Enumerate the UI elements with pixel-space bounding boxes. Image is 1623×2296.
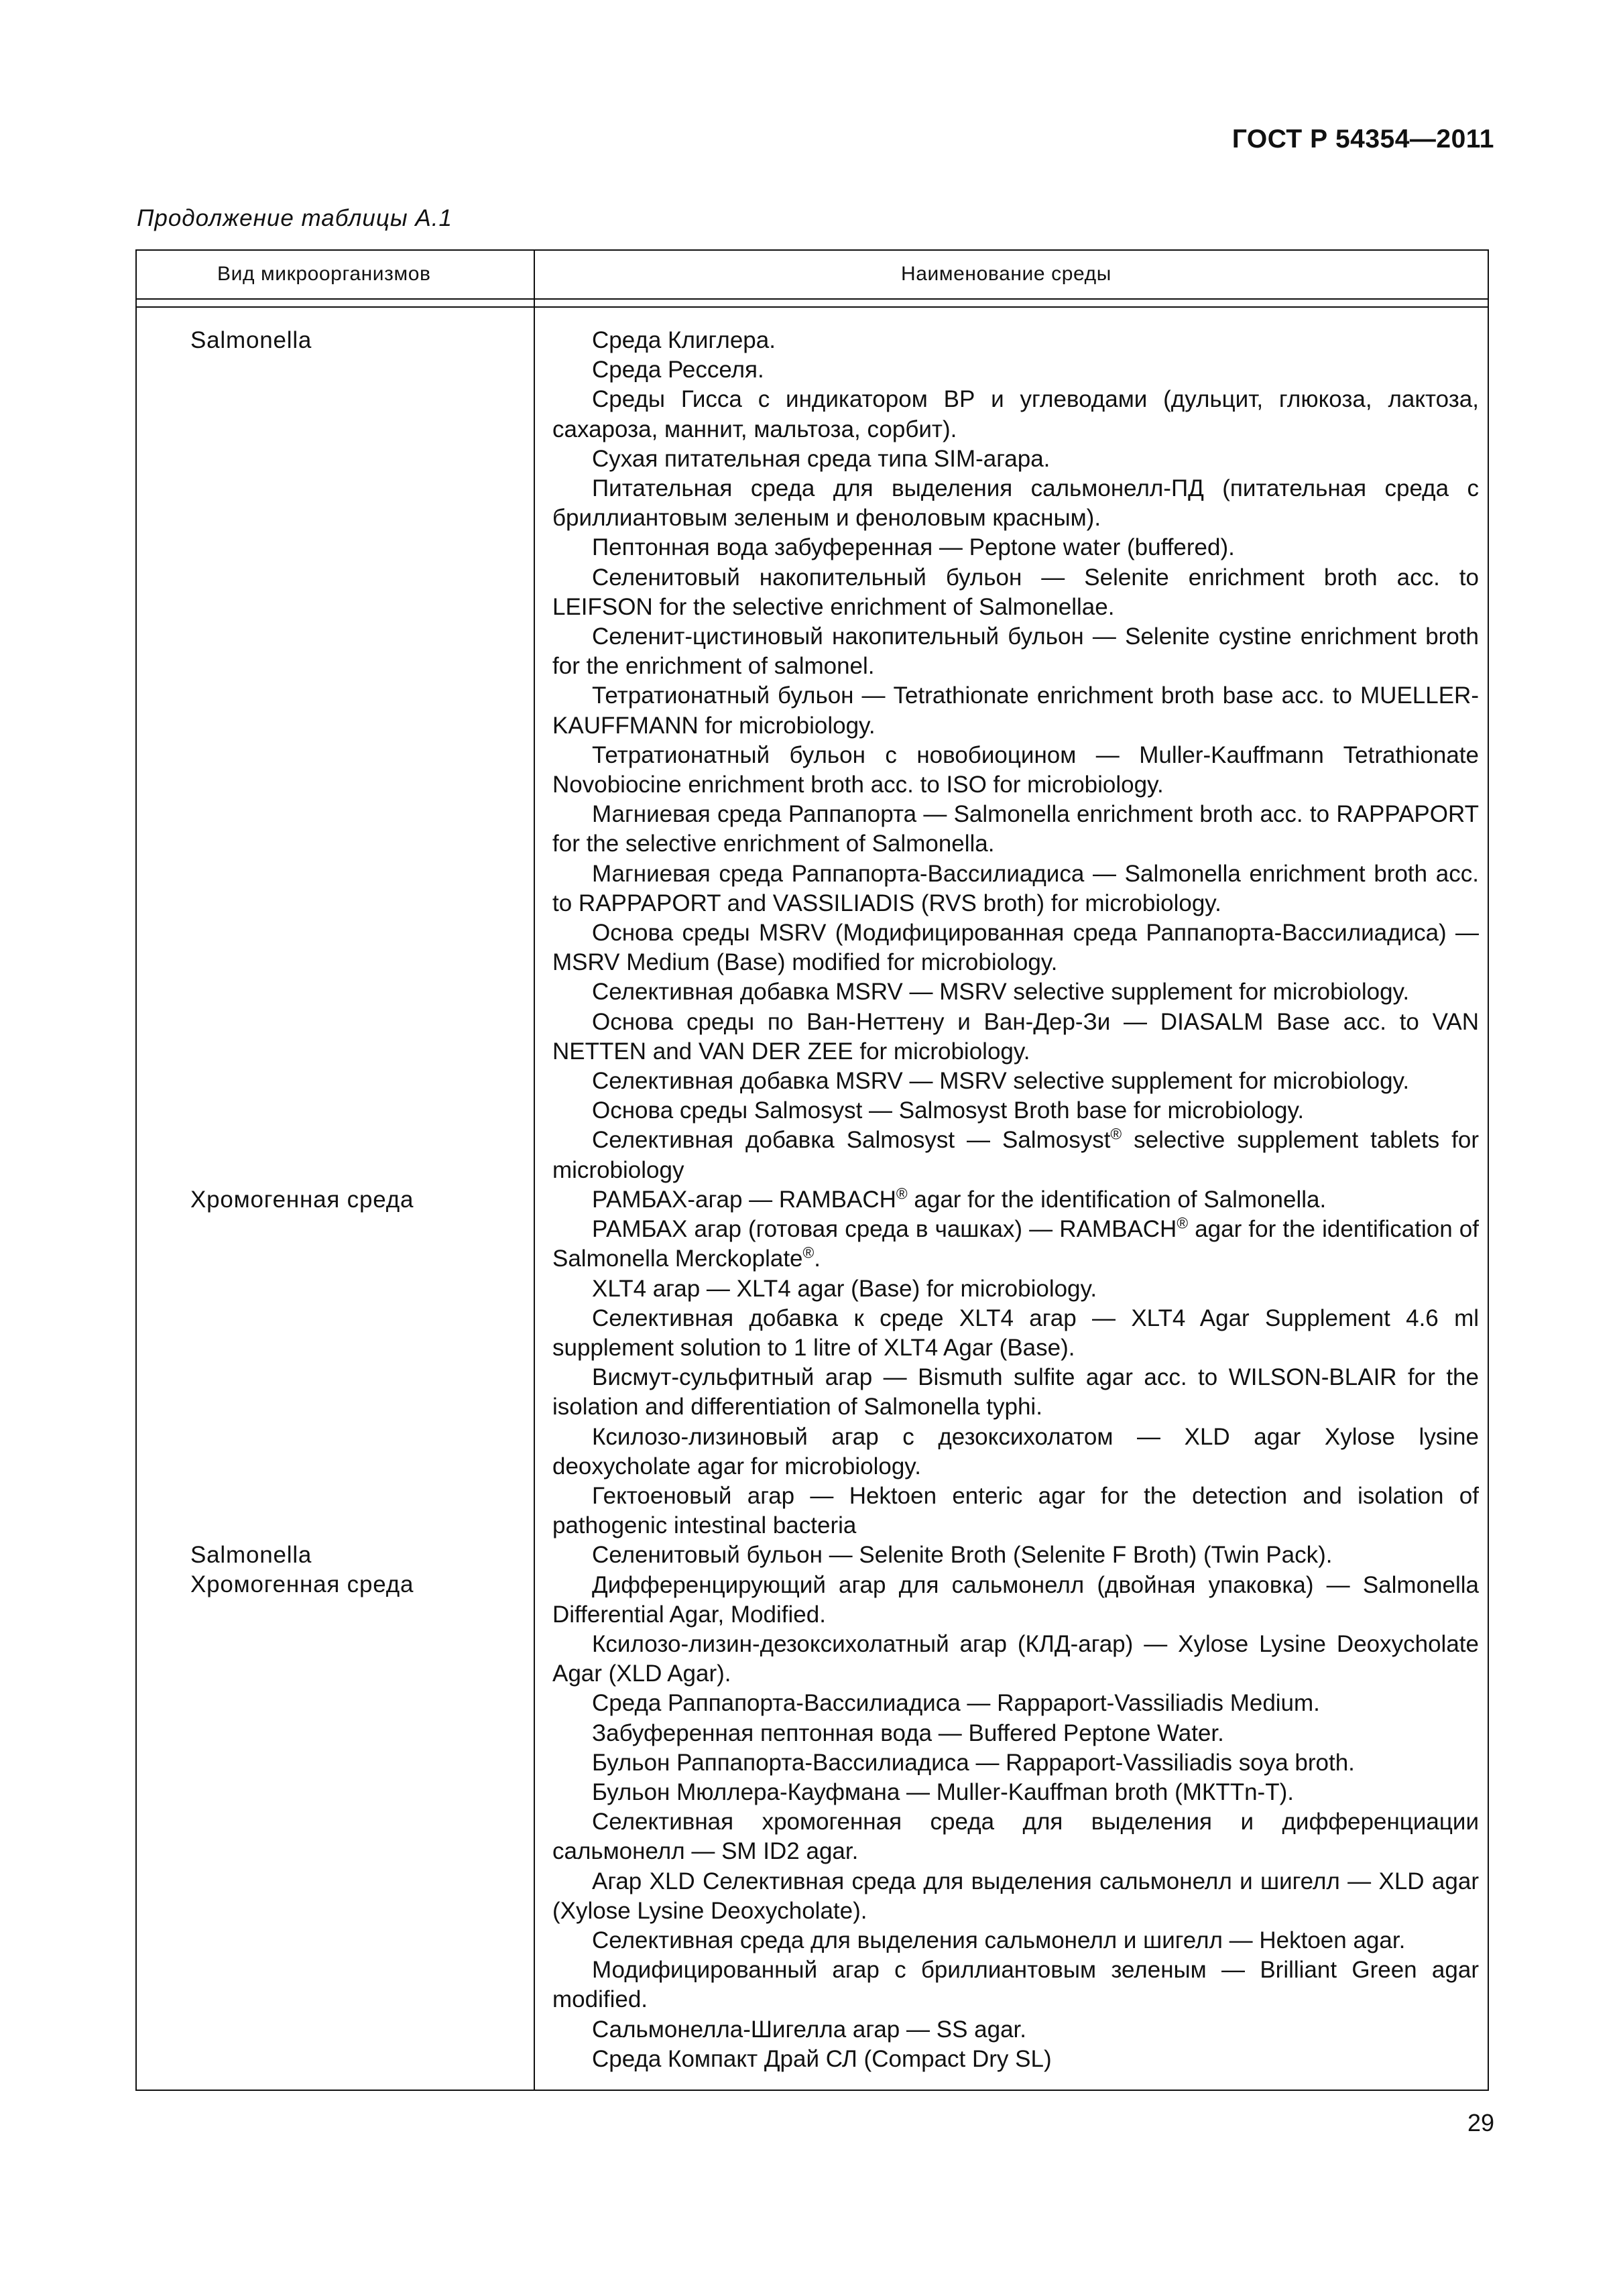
medium-entry: XLT4 агар — XLT4 agar (Base) for microbiology. bbox=[592, 1275, 1097, 1302]
medium-entry: Бульон Раппапорта-Вассилиадиса — Rappaport-Vassiliadis soya broth. bbox=[592, 1749, 1355, 1776]
medium-entry: Тетратионатный бульон с новобиоцином — Muller-Kauffmann Tetrathionate Novobiocine enrichment broth acc. to ISO for microbiology. bbox=[552, 741, 1479, 798]
medium-entry: Модифицированный агар с бриллиантовым зеленым — Brilliant Green agar modified. bbox=[552, 1957, 1479, 2013]
medium-entry: Среда Ресселя. bbox=[592, 357, 764, 383]
media-column bbox=[552, 326, 1479, 2074]
medium-entry: Забуференная пептонная вода — Buffered Peptone Water. bbox=[592, 1719, 1224, 1746]
organism-label: Salmonella bbox=[190, 327, 312, 353]
medium-entry: РАМБАХ-агар — RAMBACH® agar for the identification of Salmonella. bbox=[592, 1185, 1327, 1213]
medium-entry: Среда Компакт Драй СЛ (Compact Dry SL) bbox=[592, 2045, 1052, 2072]
medium-entry: Бульон Мюллера-Кауфмана — Muller-Kauffman broth (МКТТn-Т). bbox=[592, 1778, 1294, 1805]
column-header-organisms: Вид микроорганизмов bbox=[217, 263, 431, 285]
table-caption: Продолжение таблицы А.1 bbox=[137, 205, 453, 231]
medium-entry: Агар XLD Селективная среда для выделения сальмонелл и шигелл — XLD agar (Xylose Lysine Deoxycholate). bbox=[552, 1868, 1479, 1924]
media-table bbox=[135, 249, 1489, 2091]
medium-entry: Селективная добавка MSRV — MSRV selective supplement for microbiology. bbox=[592, 1068, 1410, 1095]
organism-label: Salmonella bbox=[190, 1542, 312, 1569]
medium-entry: Селективная добавка к среде XLT4 агар — XLT4 Agar Supplement 4.6 ml supplement solution to 1 litre of XLT4 Agar (Base). bbox=[552, 1305, 1479, 1361]
medium-entry: Сальмонелла-Шигелла агар — SS agar. bbox=[592, 2016, 1026, 2043]
medium-entry: Селенит-цистиновый накопительный бульон — Selenite cystine enrichment broth for the enrichment of salmonel. bbox=[552, 623, 1479, 680]
organism-label: Хромогенная среда bbox=[190, 1186, 414, 1213]
medium-entry: Висмут-сульфитный агар — Bismuth sulfite agar acc. to WILSON-BLAIR for the isolation and differentiation of Salmonella typhi. bbox=[552, 1364, 1479, 1421]
medium-entry: Среда Раппапорта-Вассилиадиса — Rappaport-Vassiliadis Medium. bbox=[592, 1690, 1320, 1717]
page-number: 29 bbox=[1467, 2109, 1494, 2136]
medium-entry: Основа среды Salmosyst — Salmosyst Broth base for microbiology. bbox=[592, 1097, 1305, 1124]
medium-entry: Дифференцирующий агар для сальмонелл (двойная упаковка) — Salmonella Differential Agar, Modified. bbox=[552, 1571, 1479, 1628]
column-divider bbox=[534, 251, 535, 2090]
organism-label: Хромогенная среда bbox=[190, 1571, 414, 1598]
medium-entry: Селенитовый бульон — Selenite Broth (Selenite F Broth) (Twin Pack). bbox=[592, 1542, 1333, 1569]
medium-entry: Гектоеновый агар — Hektoen enteric agar for the detection and isolation of pathogenic intestinal bacteria bbox=[552, 1482, 1479, 1539]
header-divider-double bbox=[137, 306, 1488, 308]
medium-entry: Пептонная вода забуференная — Peptone water (buffered). bbox=[592, 534, 1235, 561]
column-header-media: Наименование среды bbox=[901, 263, 1111, 285]
medium-entry: Основа среды MSRV (Модифицированная среда Раппапорта-Вассилиадиса) — MSRV Medium (Base) modified for microbiology. bbox=[552, 920, 1479, 976]
medium-entry: Среда Клиглера. bbox=[592, 327, 776, 353]
medium-entry: РАМБАХ агар (готовая среда в чашках) — RAMBACH® agar for the identification of Salmonella Merckoplate®. bbox=[552, 1214, 1479, 1272]
medium-entry: Селективная добавка MSRV — MSRV selective supplement for microbiology. bbox=[592, 979, 1410, 1006]
medium-entry: Селективная среда для выделения сальмонелл и шигелл — Hektoen agar. bbox=[592, 1927, 1406, 1953]
medium-entry: Сухая питательная среда типа SIM-агара. bbox=[592, 445, 1050, 472]
header-divider bbox=[137, 298, 1488, 300]
medium-entry: Тетратионатный бульон — Tetrathionate enrichment broth base acc. to MUELLER-KAUFFMANN for microbiology. bbox=[552, 682, 1479, 739]
medium-entry: Ксилозо-лизин-дезоксихолатный агар (КЛД-агар) — Xylose Lysine Deoxycholate Agar (XLD Agar). bbox=[552, 1630, 1479, 1687]
medium-entry: Ксилозо-лизиновый агар с дезоксихолатом — XLD agar Xylose lysine deoxycholate agar for microbiology. bbox=[552, 1423, 1479, 1479]
medium-entry: Селективная добавка Salmosyst — Salmosyst® selective supplement tablets for microbiology bbox=[552, 1125, 1479, 1183]
document-code: ГОСТ Р 54354—2011 bbox=[1231, 125, 1494, 154]
medium-entry: Основа среды по Ван-Неттену и Ван-Дер-Зи — DIASALM Base acc. to VAN NETTEN and VAN DER ZEE for microbiology. bbox=[552, 1008, 1479, 1065]
medium-entry: Селенитовый накопительный бульон — Selenite enrichment broth acc. to LEIFSON for the selective enrichment of Salmonellae. bbox=[552, 564, 1479, 620]
medium-entry: Питательная среда для выделения сальмонелл-ПД (питательная среда с бриллиантовым зеленым и феноловым красным). bbox=[552, 475, 1479, 532]
medium-entry: Среды Гисса с индикатором ВР и углеводами (дульцит, глюкоза, лактоза, сахароза, маннит, мальтоза, сорбит). bbox=[552, 386, 1479, 442]
medium-entry: Магниевая среда Раппапорта — Salmonella enrichment broth acc. to RAPPAPORT for the selective enrichment of Salmonella. bbox=[552, 801, 1479, 857]
medium-entry: Селективная хромогенная среда для выделения и дифференциации сальмонелл — SM ID2 agar. bbox=[552, 1809, 1479, 1865]
medium-entry: Магниевая среда Раппапорта-Вассилиадиса — Salmonella enrichment broth acc. to RAPPAPORT and VASSILIADIS (RVS broth) for microbiology. bbox=[552, 860, 1479, 916]
